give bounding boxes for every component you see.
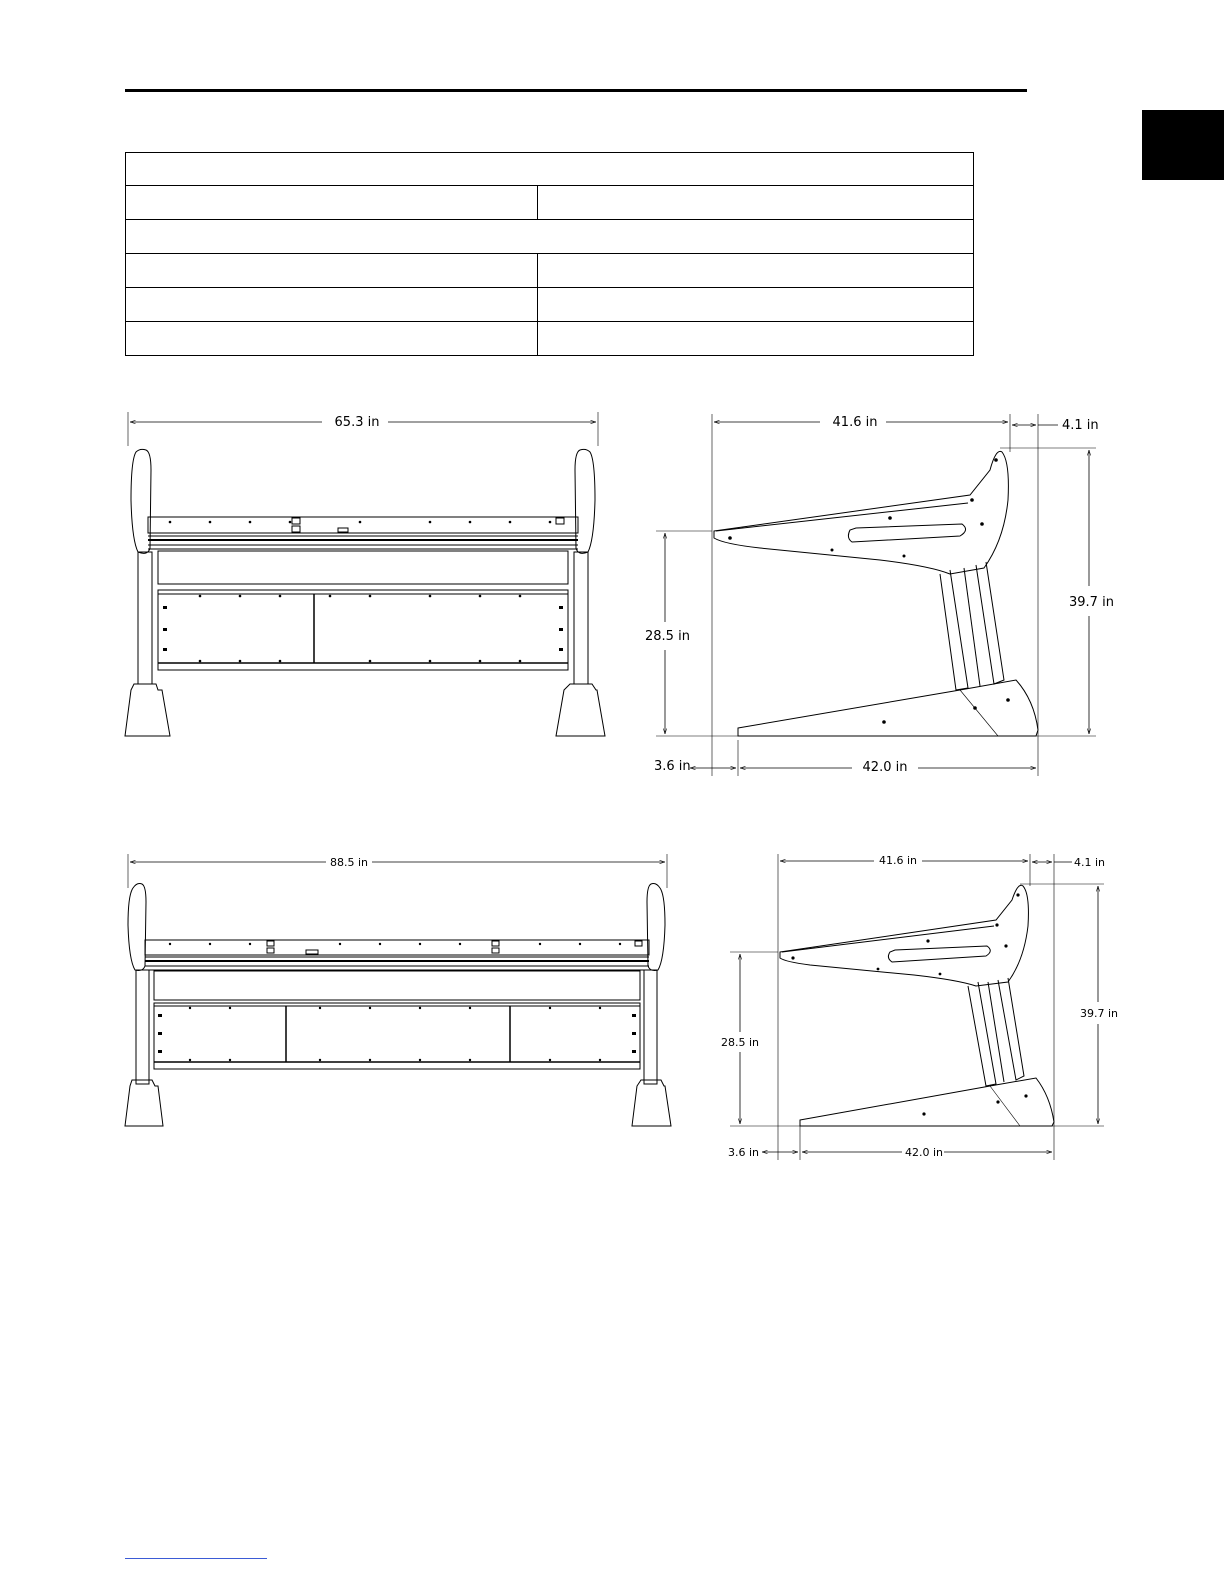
front-view-small: [125, 412, 605, 736]
side-base-depth-label-large: 42.0 in: [904, 1146, 944, 1159]
footer-link-underline[interactable]: [125, 1558, 267, 1559]
side-base-depth-label: 42.0 in: [862, 760, 908, 775]
side-offset-label: 4.1 in: [1062, 418, 1099, 433]
side-depth-label-large: 41.6 in: [878, 854, 918, 867]
side-height-label-large: 39.7 in: [1080, 1007, 1119, 1020]
side-offset-label-large: 4.1 in: [1074, 856, 1106, 869]
side-base-offset-label: 3.6 in: [654, 759, 691, 774]
side-base-offset-label-large: 3.6 in: [728, 1146, 760, 1159]
side-height-label: 39.7 in: [1069, 595, 1114, 610]
side-desk-height-label: 28.5 in: [645, 629, 690, 644]
front-width-label: 65.3 in: [334, 415, 380, 430]
side-depth-label: 41.6 in: [832, 415, 878, 430]
side-view-small: [656, 414, 1096, 776]
front-width-label-large: 88.5 in: [329, 856, 369, 869]
side-view-large: [730, 854, 1104, 1160]
side-desk-height-label-large: 28.5 in: [721, 1036, 760, 1049]
front-view-large: [125, 854, 671, 1126]
